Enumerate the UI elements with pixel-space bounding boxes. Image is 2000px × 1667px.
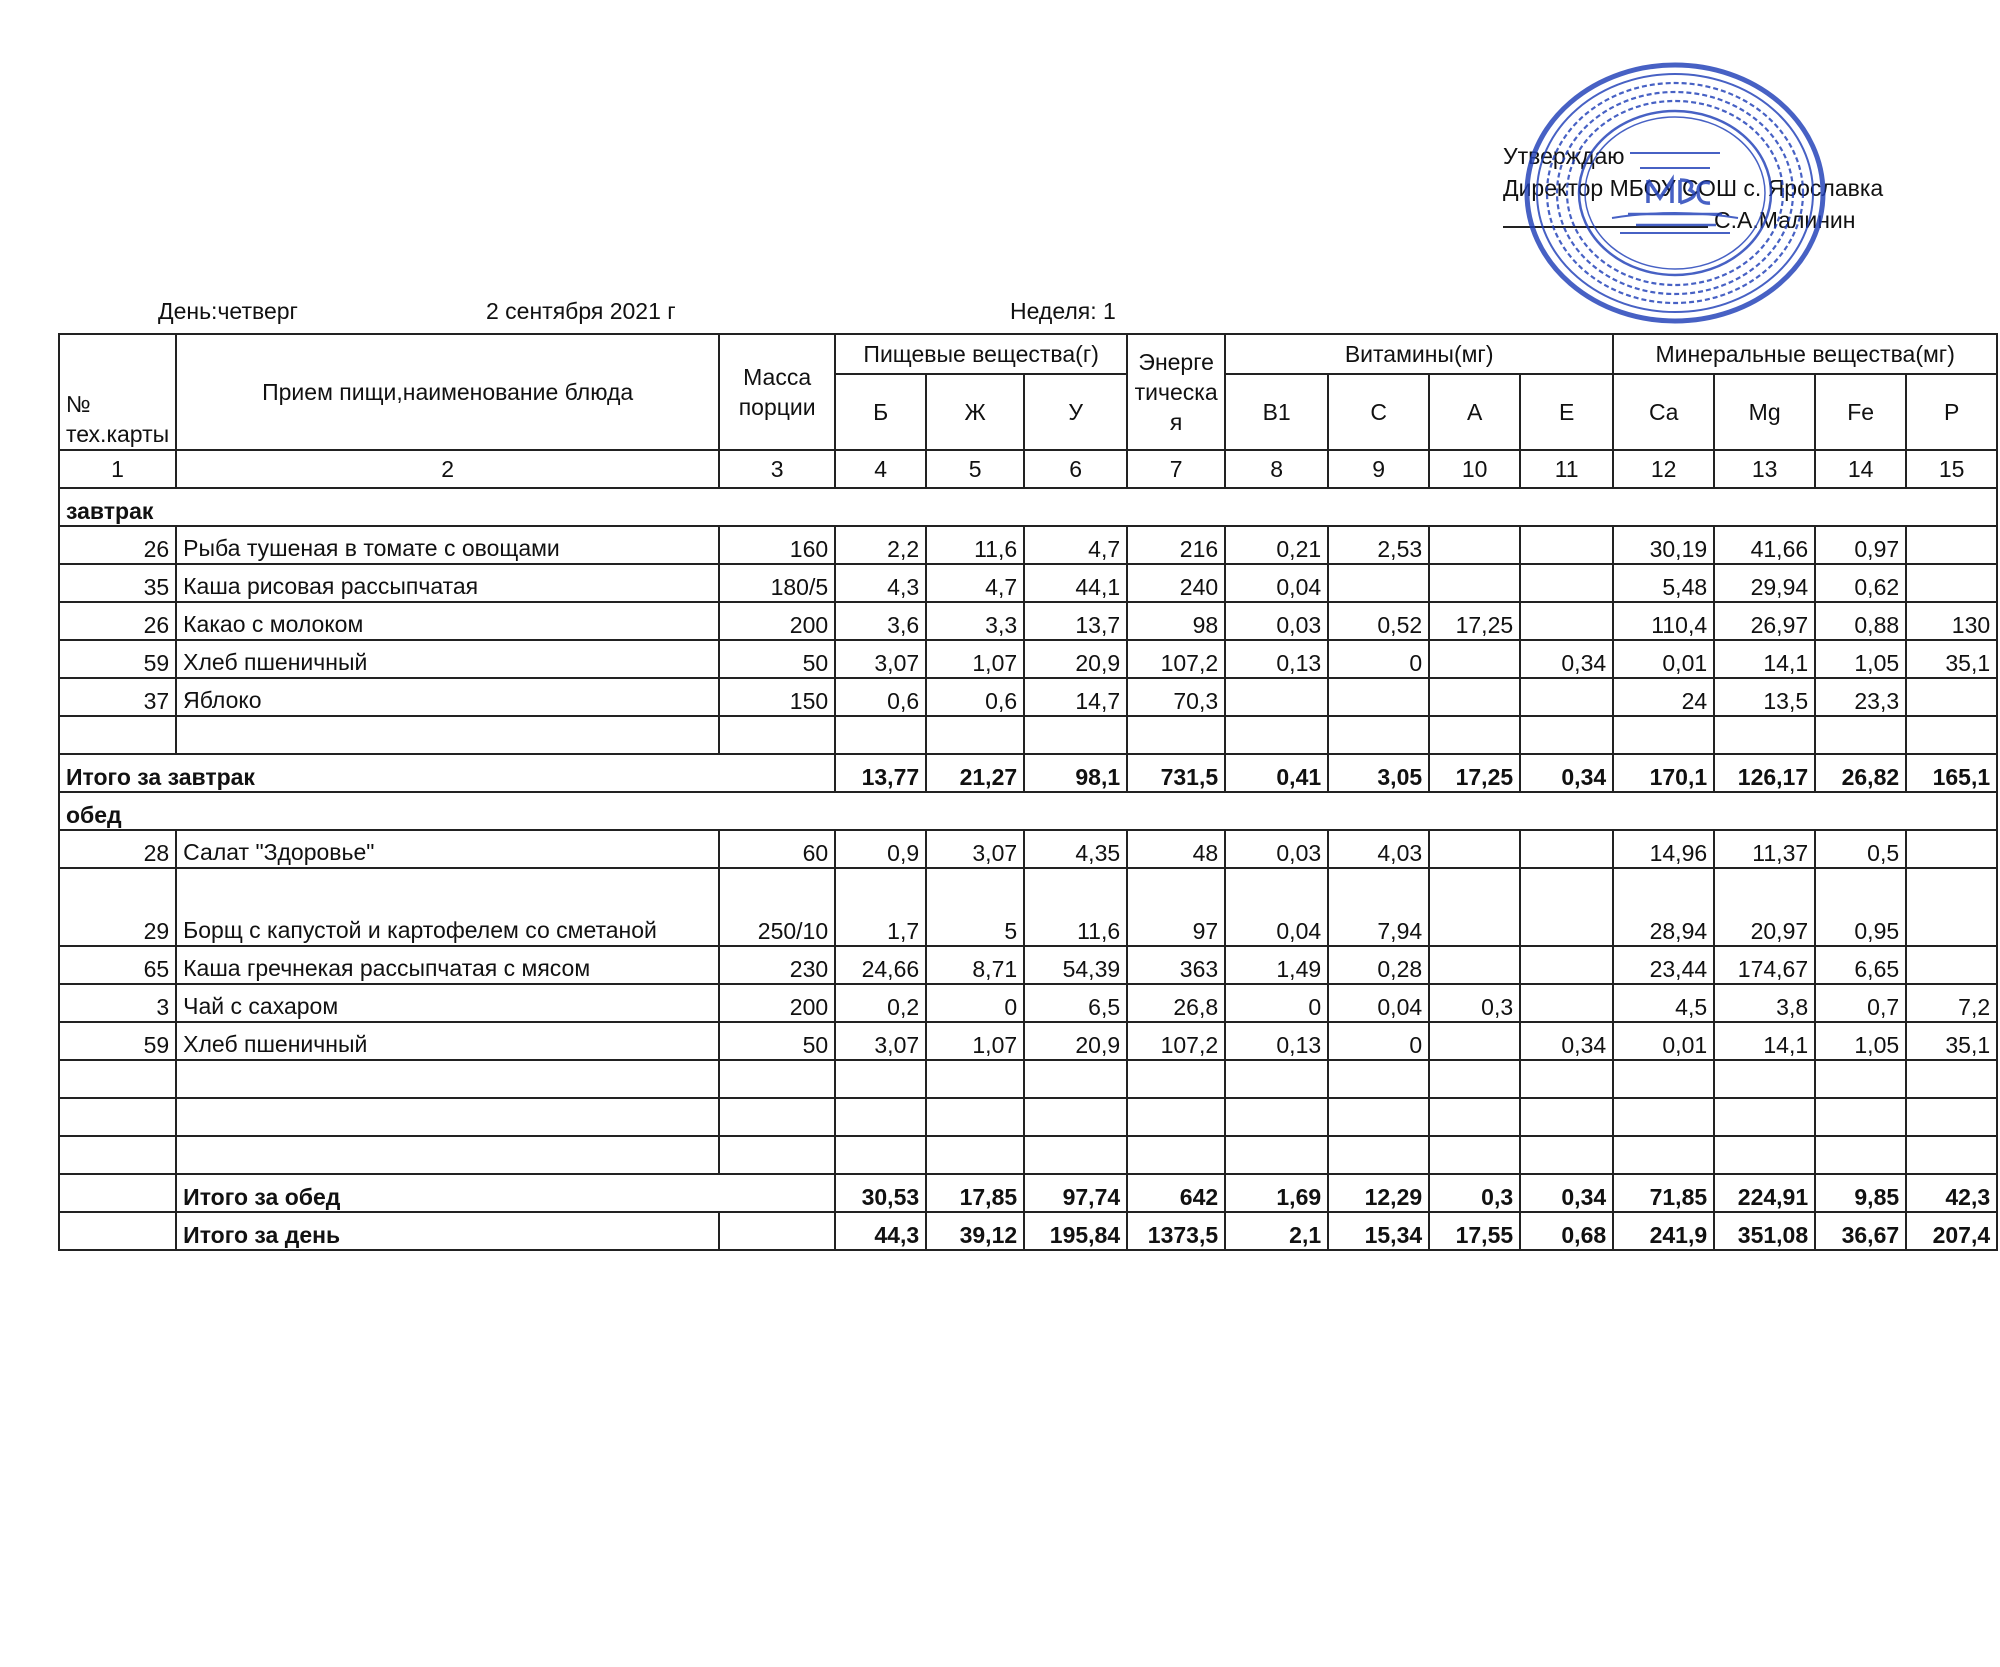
- total-cell: 0,34: [1520, 754, 1613, 792]
- value-cell: 130: [1906, 602, 1997, 640]
- col-header-minerals: Минеральные вещества(мг): [1613, 334, 1997, 374]
- table-row: [59, 946, 1997, 984]
- table-row: [59, 984, 1997, 1022]
- value-cell: 0: [1328, 1022, 1429, 1060]
- col-header-b1: В1: [1225, 374, 1328, 450]
- col-header-p: P: [1906, 374, 1997, 450]
- total-cell: 42,3: [1906, 1174, 1997, 1212]
- value-cell: 174,67: [1714, 946, 1815, 984]
- col-header-ca: Ca: [1613, 374, 1714, 450]
- value-cell: 50: [719, 640, 835, 678]
- total-cell: 1,69: [1225, 1174, 1328, 1212]
- day-total-row: [59, 1212, 1997, 1250]
- value-cell: 0,04: [1225, 868, 1328, 946]
- value-cell: 4,3: [835, 564, 926, 602]
- value-cell: 180/5: [719, 564, 835, 602]
- tech-card-number: 26: [59, 526, 176, 564]
- col-header-c: С: [1328, 374, 1429, 450]
- value-cell: 107,2: [1127, 1022, 1225, 1060]
- col-header-a: А: [1429, 374, 1520, 450]
- total-cell: 71,85: [1613, 1174, 1714, 1212]
- col-header-fat: Ж: [926, 374, 1024, 450]
- col-header-fe: Fe: [1815, 374, 1906, 450]
- total-cell: 0,3: [1429, 1174, 1520, 1212]
- value-cell: 54,39: [1024, 946, 1127, 984]
- value-cell: 14,1: [1714, 1022, 1815, 1060]
- value-cell: [1429, 946, 1520, 984]
- tech-card-number: 59: [59, 1022, 176, 1060]
- value-cell: 3,6: [835, 602, 926, 640]
- value-cell: [1328, 678, 1429, 716]
- value-cell: 26,8: [1127, 984, 1225, 1022]
- total-cell: 126,17: [1714, 754, 1815, 792]
- table-row: [59, 868, 1997, 946]
- value-cell: 0,3: [1429, 984, 1520, 1022]
- col-index: 1: [59, 450, 176, 488]
- value-cell: 250/10: [719, 868, 835, 946]
- value-cell: 1,49: [1225, 946, 1328, 984]
- value-cell: 4,03: [1328, 830, 1429, 868]
- value-cell: 1,05: [1815, 640, 1906, 678]
- value-cell: [1906, 678, 1997, 716]
- value-cell: 4,7: [926, 564, 1024, 602]
- school-stamp: [1520, 58, 1830, 328]
- table-row: [59, 564, 1997, 602]
- dish-name: Яблоко: [176, 678, 719, 716]
- value-cell: 0,97: [1815, 526, 1906, 564]
- total-cell: 13,77: [835, 754, 926, 792]
- value-cell: 0,13: [1225, 640, 1328, 678]
- value-cell: 0,28: [1328, 946, 1429, 984]
- total-cell: 165,1: [1906, 754, 1997, 792]
- dish-name: Какао с молоком: [176, 602, 719, 640]
- table-row: [59, 678, 1997, 716]
- total-cell: 36,67: [1815, 1212, 1906, 1250]
- col-index: 2: [176, 450, 719, 488]
- col-header-energy: Энергетическая: [1127, 334, 1225, 450]
- table-row: [59, 1022, 1997, 1060]
- total-cell: 195,84: [1024, 1212, 1127, 1250]
- col-index: 12: [1613, 450, 1714, 488]
- value-cell: 0,34: [1520, 1022, 1613, 1060]
- value-cell: [1520, 602, 1613, 640]
- value-cell: 0,13: [1225, 1022, 1328, 1060]
- value-cell: 363: [1127, 946, 1225, 984]
- value-cell: 3,3: [926, 602, 1024, 640]
- dish-name: Борщ с капустой и картофелем со сметаной: [176, 868, 719, 946]
- value-cell: [1225, 678, 1328, 716]
- tech-card-number: 26: [59, 602, 176, 640]
- table-row: [59, 602, 1997, 640]
- tech-card-number: 3: [59, 984, 176, 1022]
- value-cell: 17,25: [1429, 602, 1520, 640]
- col-index: 11: [1520, 450, 1613, 488]
- total-cell: 642: [1127, 1174, 1225, 1212]
- value-cell: [1520, 868, 1613, 946]
- value-cell: 240: [1127, 564, 1225, 602]
- dish-name: Каша гречнекая рассыпчатая с мясом: [176, 946, 719, 984]
- total-cell: 170,1: [1613, 754, 1714, 792]
- section-row-breakfast: [59, 488, 1997, 526]
- day-of-week: День:четверг: [158, 298, 298, 324]
- col-header-num: № тех.карты: [59, 334, 176, 450]
- total-cell: 9,85: [1815, 1174, 1906, 1212]
- tech-card-number: 29: [59, 868, 176, 946]
- value-cell: 0,52: [1328, 602, 1429, 640]
- tech-card-number: 35: [59, 564, 176, 602]
- value-cell: 50: [719, 1022, 835, 1060]
- value-cell: 0: [1328, 640, 1429, 678]
- section-row-lunch: [59, 792, 1997, 830]
- table-row: [59, 640, 1997, 678]
- value-cell: 5: [926, 868, 1024, 946]
- value-cell: 0,6: [835, 678, 926, 716]
- value-cell: 20,97: [1714, 868, 1815, 946]
- breakfast-total-row: [59, 754, 1997, 792]
- col-header-carbs: У: [1024, 374, 1127, 450]
- value-cell: 216: [1127, 526, 1225, 564]
- value-cell: 48: [1127, 830, 1225, 868]
- col-header-nutrients: Пищевые вещества(г): [835, 334, 1127, 374]
- total-cell: 17,85: [926, 1174, 1024, 1212]
- value-cell: 110,4: [1613, 602, 1714, 640]
- value-cell: 3,07: [835, 640, 926, 678]
- value-cell: [1520, 564, 1613, 602]
- value-cell: 97: [1127, 868, 1225, 946]
- value-cell: 0,04: [1328, 984, 1429, 1022]
- value-cell: [1520, 678, 1613, 716]
- col-index: 5: [926, 450, 1024, 488]
- value-cell: [1520, 946, 1613, 984]
- col-index: 7: [1127, 450, 1225, 488]
- total-cell: 207,4: [1906, 1212, 1997, 1250]
- value-cell: 0,34: [1520, 640, 1613, 678]
- value-cell: 24,66: [835, 946, 926, 984]
- tech-card-number: 37: [59, 678, 176, 716]
- value-cell: 0,04: [1225, 564, 1328, 602]
- lunch-rows: [59, 830, 1997, 1060]
- col-index: 14: [1815, 450, 1906, 488]
- total-cell: 3,05: [1328, 754, 1429, 792]
- value-cell: 30,19: [1613, 526, 1714, 564]
- total-cell: 17,25: [1429, 754, 1520, 792]
- value-cell: 0: [926, 984, 1024, 1022]
- value-cell: 13,5: [1714, 678, 1815, 716]
- total-cell: 17,55: [1429, 1212, 1520, 1250]
- value-cell: [1520, 526, 1613, 564]
- empty-row: [59, 1060, 1997, 1098]
- value-cell: 28,94: [1613, 868, 1714, 946]
- empty-row: [59, 716, 1997, 754]
- value-cell: 3,8: [1714, 984, 1815, 1022]
- col-header-e: Е: [1520, 374, 1613, 450]
- value-cell: 200: [719, 984, 835, 1022]
- value-cell: 3,07: [926, 830, 1024, 868]
- total-cell: 97,74: [1024, 1174, 1127, 1212]
- breakfast-rows: [59, 526, 1997, 716]
- col-header-mass: Масса порции: [719, 334, 835, 450]
- empty-row: [59, 1136, 1997, 1174]
- week-number: Неделя: 1: [1010, 298, 1116, 324]
- value-cell: 107,2: [1127, 640, 1225, 678]
- total-cell: 0,68: [1520, 1212, 1613, 1250]
- value-cell: 0,88: [1815, 602, 1906, 640]
- value-cell: [1520, 830, 1613, 868]
- value-cell: 23,3: [1815, 678, 1906, 716]
- total-cell: 224,91: [1714, 1174, 1815, 1212]
- value-cell: 1,05: [1815, 1022, 1906, 1060]
- value-cell: [1906, 564, 1997, 602]
- value-cell: 14,7: [1024, 678, 1127, 716]
- tech-card-number: 59: [59, 640, 176, 678]
- col-header-dish: Прием пищи,наименование блюда: [176, 334, 719, 450]
- value-cell: 1,07: [926, 1022, 1024, 1060]
- value-cell: 14,1: [1714, 640, 1815, 678]
- value-cell: [1429, 640, 1520, 678]
- total-label: Итого за день: [176, 1212, 719, 1250]
- value-cell: [1429, 526, 1520, 564]
- total-cell: 30,53: [835, 1174, 926, 1212]
- value-cell: 0,03: [1225, 830, 1328, 868]
- col-index: 9: [1328, 450, 1429, 488]
- value-cell: 0,01: [1613, 1022, 1714, 1060]
- value-cell: 20,9: [1024, 1022, 1127, 1060]
- table-row: [59, 830, 1997, 868]
- value-cell: 2,53: [1328, 526, 1429, 564]
- value-cell: 160: [719, 526, 835, 564]
- dish-name: Хлеб пшеничный: [176, 1022, 719, 1060]
- col-index: 15: [1906, 450, 1997, 488]
- nutrition-table: [58, 333, 1998, 1251]
- value-cell: 26,97: [1714, 602, 1815, 640]
- approval-title: Утверждаю: [1503, 143, 1625, 169]
- total-label: Итого за обед: [176, 1174, 835, 1212]
- col-index: 3: [719, 450, 835, 488]
- total-cell: 12,29: [1328, 1174, 1429, 1212]
- column-index-row: [59, 450, 1997, 488]
- value-cell: 11,6: [926, 526, 1024, 564]
- value-cell: 6,65: [1815, 946, 1906, 984]
- total-cell: 731,5: [1127, 754, 1225, 792]
- value-cell: 5,48: [1613, 564, 1714, 602]
- dish-name: Каша рисовая рассыпчатая: [176, 564, 719, 602]
- dish-name: Рыба тушеная в томате с овощами: [176, 526, 719, 564]
- value-cell: 44,1: [1024, 564, 1127, 602]
- value-cell: 29,94: [1714, 564, 1815, 602]
- value-cell: [1429, 1022, 1520, 1060]
- value-cell: [1906, 868, 1997, 946]
- value-cell: 4,7: [1024, 526, 1127, 564]
- value-cell: 6,5: [1024, 984, 1127, 1022]
- total-label: Итого за завтрак: [59, 754, 835, 792]
- value-cell: 0,95: [1815, 868, 1906, 946]
- total-cell: 241,9: [1613, 1212, 1714, 1250]
- approval-position: Директор МБОУ СОШ с. Ярославка: [1503, 175, 1884, 201]
- value-cell: 98: [1127, 602, 1225, 640]
- value-cell: 13,7: [1024, 602, 1127, 640]
- value-cell: 0,62: [1815, 564, 1906, 602]
- total-cell: 26,82: [1815, 754, 1906, 792]
- col-header-mg: Mg: [1714, 374, 1815, 450]
- value-cell: [1429, 830, 1520, 868]
- value-cell: 1,7: [835, 868, 926, 946]
- col-index: 13: [1714, 450, 1815, 488]
- value-cell: 0,9: [835, 830, 926, 868]
- dish-name: Чай с сахаром: [176, 984, 719, 1022]
- value-cell: 20,9: [1024, 640, 1127, 678]
- value-cell: 150: [719, 678, 835, 716]
- total-cell: 0,41: [1225, 754, 1328, 792]
- col-index: 10: [1429, 450, 1520, 488]
- value-cell: 0,01: [1613, 640, 1714, 678]
- value-cell: 14,96: [1613, 830, 1714, 868]
- total-cell: 1373,5: [1127, 1212, 1225, 1250]
- value-cell: [1906, 946, 1997, 984]
- value-cell: 0,7: [1815, 984, 1906, 1022]
- value-cell: [1429, 564, 1520, 602]
- value-cell: 3,07: [835, 1022, 926, 1060]
- value-cell: 2,2: [835, 526, 926, 564]
- col-header-vitamins: Витамины(мг): [1225, 334, 1613, 374]
- value-cell: 0,03: [1225, 602, 1328, 640]
- value-cell: 0,21: [1225, 526, 1328, 564]
- value-cell: 35,1: [1906, 1022, 1997, 1060]
- approval-signer: С.А.Малинин: [1714, 207, 1856, 233]
- value-cell: 41,66: [1714, 526, 1815, 564]
- value-cell: 7,94: [1328, 868, 1429, 946]
- total-cell: 39,12: [926, 1212, 1024, 1250]
- value-cell: [1429, 868, 1520, 946]
- value-cell: [1429, 678, 1520, 716]
- value-cell: 4,35: [1024, 830, 1127, 868]
- value-cell: [1328, 564, 1429, 602]
- value-cell: 7,2: [1906, 984, 1997, 1022]
- value-cell: 4,5: [1613, 984, 1714, 1022]
- value-cell: 11,6: [1024, 868, 1127, 946]
- empty-row: [59, 1098, 1997, 1136]
- value-cell: 8,71: [926, 946, 1024, 984]
- total-cell: 351,08: [1714, 1212, 1815, 1250]
- value-cell: 23,44: [1613, 946, 1714, 984]
- dish-name: Хлеб пшеничный: [176, 640, 719, 678]
- total-cell: 15,34: [1328, 1212, 1429, 1250]
- value-cell: 1,07: [926, 640, 1024, 678]
- value-cell: [1906, 526, 1997, 564]
- total-cell: 2,1: [1225, 1212, 1328, 1250]
- value-cell: [1906, 830, 1997, 868]
- value-cell: [1520, 984, 1613, 1022]
- section-title: обед: [59, 792, 1997, 830]
- value-cell: 230: [719, 946, 835, 984]
- table-header-row: [59, 334, 1997, 374]
- tech-card-number: 65: [59, 946, 176, 984]
- dish-name: Салат "Здоровье": [176, 830, 719, 868]
- value-cell: 60: [719, 830, 835, 868]
- col-index: 8: [1225, 450, 1328, 488]
- col-header-protein: Б: [835, 374, 926, 450]
- value-cell: 24: [1613, 678, 1714, 716]
- value-cell: 0,2: [835, 984, 926, 1022]
- value-cell: 70,3: [1127, 678, 1225, 716]
- value-cell: 0,6: [926, 678, 1024, 716]
- value-cell: 35,1: [1906, 640, 1997, 678]
- section-title: завтрак: [59, 488, 1997, 526]
- menu-date: 2 сентября 2021 г: [486, 298, 676, 324]
- lunch-total-row: [59, 1174, 1997, 1212]
- col-index: 4: [835, 450, 926, 488]
- value-cell: 0,5: [1815, 830, 1906, 868]
- table-row: [59, 526, 1997, 564]
- total-cell: 0,34: [1520, 1174, 1613, 1212]
- value-cell: 11,37: [1714, 830, 1815, 868]
- value-cell: 200: [719, 602, 835, 640]
- col-index: 6: [1024, 450, 1127, 488]
- value-cell: 0: [1225, 984, 1328, 1022]
- total-cell: 21,27: [926, 754, 1024, 792]
- total-cell: 44,3: [835, 1212, 926, 1250]
- total-cell: 98,1: [1024, 754, 1127, 792]
- tech-card-number: 28: [59, 830, 176, 868]
